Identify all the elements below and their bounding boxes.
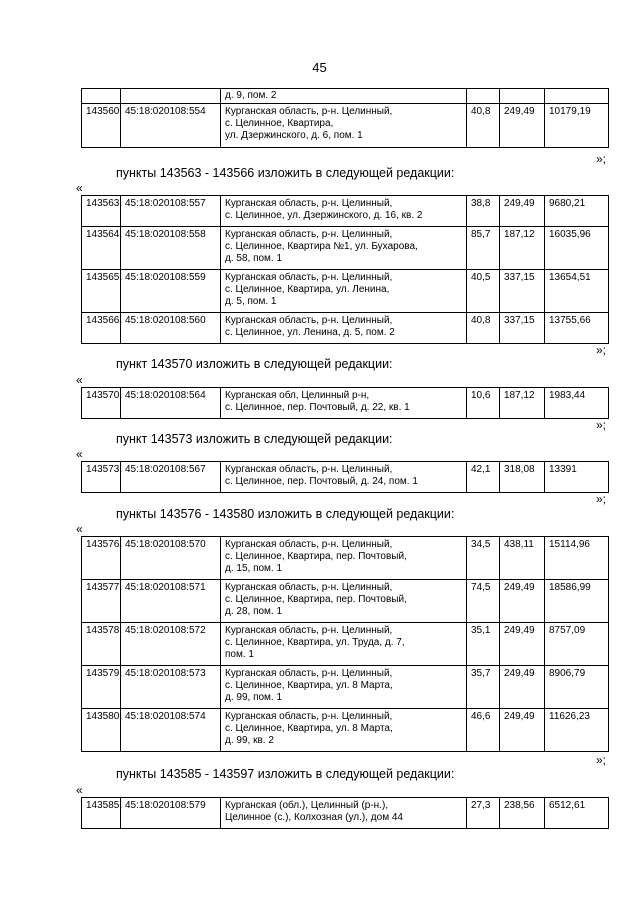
cadastral-number: 45:18:020108:570 [121,537,221,580]
area: 10,6 [467,388,500,419]
instruction-text: пункты 143563 - 143566 изложить в следующей редакции: [116,166,455,180]
rate: 249,49 [500,196,545,227]
instruction-text: пункты 143576 - 143580 изложить в следующей редакции: [116,507,455,521]
rate: 238,56 [500,798,545,829]
table-section-5 [81,797,609,829]
value: 16035,96 [545,227,609,270]
value: 8757,09 [545,623,609,666]
area: 40,8 [467,104,500,148]
cadastral-number: 45:18:020108:557 [121,196,221,227]
address: Курганская область, р-н. Целинный, с. Целинное, Квартира №1, ул. Бухарова, д. 58, пом. 1 [221,227,467,270]
table-row [82,196,609,227]
address: Курганская область, р-н. Целинный, с. Целинное, Квартира, ул. Дзержинского, д. 6, пом. 1 [221,104,467,148]
rate: 318,08 [500,462,545,493]
address: Курганская обл, Целинный р-н, с. Целинное, пер. Почтовый, д. 22, кв. 1 [221,388,467,419]
table-section-0 [81,88,609,148]
row-number: 143565. [82,270,121,313]
value: 10179,19 [545,104,609,148]
rate: 337,15 [500,270,545,313]
address: Курганская (обл.), Целинный (р-н.), Целинное (с.), Колхозная (ул.), дом 44 [221,798,467,829]
address: Курганская область, р-н. Целинный, с. Целинное, ул. Ленина, д. 5, пом. 2 [221,313,467,344]
instruction-text: пункт 143573 изложить в следующей редакции: [116,432,393,446]
table-section-3 [81,461,609,493]
rate: 187,12 [500,388,545,419]
area: 40,8 [467,313,500,344]
row-number: 143579. [82,666,121,709]
table-row [82,270,609,313]
rate: 249,49 [500,580,545,623]
rate: 249,49 [500,709,545,752]
area: 34,5 [467,537,500,580]
table-row [82,462,609,493]
address: Курганская область, р-н. Целинный, с. Целинное, Квартира, пер. Почтовый, д. 28, пом. 1 [221,580,467,623]
table-row [82,580,609,623]
opening-quote: « [76,373,83,387]
row-number: 143560. [82,104,121,148]
table-row [82,227,609,270]
rate: 249,49 [500,623,545,666]
value: 9680,21 [545,196,609,227]
area: 42,1 [467,462,500,493]
row-number: 143563. [82,196,121,227]
value: 13654,51 [545,270,609,313]
closing-quote: »; [596,753,607,767]
row-number [82,89,121,104]
rate: 249,49 [500,666,545,709]
cadastral-number: 45:18:020108:564 [121,388,221,419]
instruction-text: пункт 143570 изложить в следующей редакции: [116,357,393,371]
cadastral-number: 45:18:020108:572 [121,623,221,666]
value: 15114,96 [545,537,609,580]
address: Курганская область, р-н. Целинный, с. Целинное, ул. Дзержинского, д. 16, кв. 2 [221,196,467,227]
area: 85,7 [467,227,500,270]
table-row [82,104,609,148]
row-number: 143578. [82,623,121,666]
table-row [82,666,609,709]
table-row [82,537,609,580]
cadastral-number: 45:18:020108:558 [121,227,221,270]
table-row [82,623,609,666]
address: Курганская область, р-н. Целинный, с. Целинное, Квартира, ул. Ленина, д. 5, пом. 1 [221,270,467,313]
row-number: 143580. [82,709,121,752]
row-number: 143573. [82,462,121,493]
area: 74,5 [467,580,500,623]
address: Курганская область, р-н. Целинный, с. Целинное, Квартира, ул. 8 Марта, д. 99, кв. 2 [221,709,467,752]
row-number: 143570. [82,388,121,419]
closing-quote: »; [596,418,607,432]
value: 8906,79 [545,666,609,709]
cadastral-number [121,89,221,104]
rate: 187,12 [500,227,545,270]
closing-quote: »; [596,492,607,506]
cadastral-number: 45:18:020108:560 [121,313,221,344]
row-number: 143577. [82,580,121,623]
opening-quote: « [76,522,83,536]
cadastral-number: 45:18:020108:554 [121,104,221,148]
cadastral-number: 45:18:020108:559 [121,270,221,313]
value: 18586,99 [545,580,609,623]
value: 11626,23 [545,709,609,752]
table-section-4 [81,536,609,752]
cadastral-number: 45:18:020108:567 [121,462,221,493]
row-number: 143576. [82,537,121,580]
rate: 438,11 [500,537,545,580]
area [467,89,500,104]
opening-quote: « [76,783,83,797]
address: д. 9, пом. 2 [221,89,467,104]
row-number: 143585. [82,798,121,829]
area: 46,6 [467,709,500,752]
value: 13755,66 [545,313,609,344]
cadastral-number: 45:18:020108:571 [121,580,221,623]
rate: 249,49 [500,104,545,148]
row-number: 143564. [82,227,121,270]
table-row [82,313,609,344]
table-row [82,89,609,104]
address: Курганская область, р-н. Целинный, с. Целинное, Квартира, ул. Труда, д. 7, пом. 1 [221,623,467,666]
cadastral-number: 45:18:020108:579 [121,798,221,829]
closing-quote: »; [596,343,607,357]
address: Курганская область, р-н. Целинный, с. Целинное, Квартира, ул. 8 Марта, д. 99, пом. 1 [221,666,467,709]
area: 35,7 [467,666,500,709]
table-row [82,388,609,419]
cadastral-number: 45:18:020108:574 [121,709,221,752]
address: Курганская область, р-н. Целинный, с. Целинное, пер. Почтовый, д. 24, пом. 1 [221,462,467,493]
closing-quote: »; [596,152,607,166]
value: 6512,61 [545,798,609,829]
row-number: 143566. [82,313,121,344]
value: 13391 [545,462,609,493]
cadastral-number: 45:18:020108:573 [121,666,221,709]
value [545,89,609,104]
value: 1983,44 [545,388,609,419]
table-row [82,709,609,752]
page-number: 45 [312,60,327,75]
instruction-text: пункты 143585 - 143597 изложить в следующей редакции: [116,767,455,781]
rate: 337,15 [500,313,545,344]
area: 40,5 [467,270,500,313]
table-section-2 [81,387,609,419]
opening-quote: « [76,181,83,195]
table-row [82,798,609,829]
area: 27,3 [467,798,500,829]
rate [500,89,545,104]
area: 35,1 [467,623,500,666]
table-section-1 [81,195,609,344]
address: Курганская область, р-н. Целинный, с. Целинное, Квартира, пер. Почтовый, д. 15, пом. 1 [221,537,467,580]
opening-quote: « [76,447,83,461]
area: 38,8 [467,196,500,227]
